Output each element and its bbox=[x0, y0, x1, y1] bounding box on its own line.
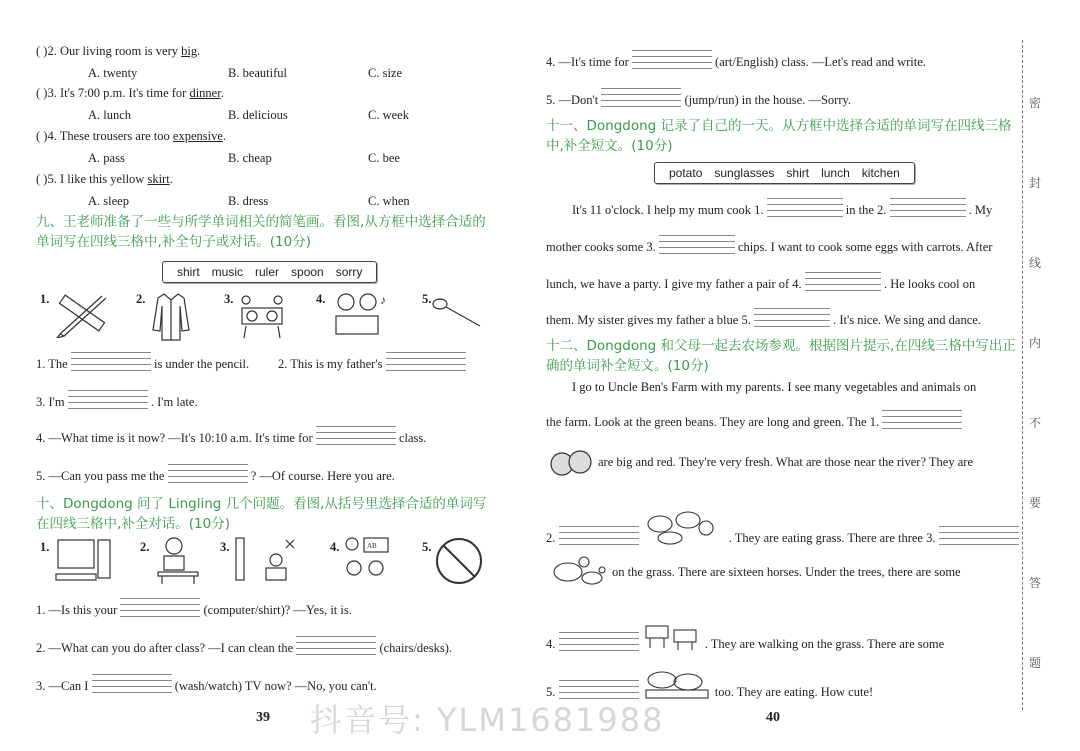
pic-num: 5. bbox=[422, 540, 432, 554]
word-potato: potato bbox=[669, 166, 703, 180]
question-text: )5. I like this yellow bbox=[43, 172, 148, 186]
s9-line4: 4. —What time is it now? —It's 10:10 a.m. It's time for class. bbox=[36, 424, 426, 446]
left-page bbox=[0, 0, 510, 751]
p11-line4: them. My sister gives my father a blue 5. . It's nice. We sing and dance. bbox=[546, 306, 981, 328]
answer-field[interactable] bbox=[559, 524, 639, 546]
word-music: music bbox=[211, 265, 244, 279]
question-suffix: . bbox=[222, 129, 226, 143]
no-running-icon bbox=[434, 536, 484, 586]
answer-field[interactable] bbox=[559, 630, 639, 652]
music-players-icon bbox=[236, 292, 288, 340]
question-suffix: . bbox=[169, 172, 173, 186]
page-number-39: 39 bbox=[256, 710, 270, 725]
pic-num: 4. bbox=[316, 292, 326, 306]
word-sunglasses: sunglasses bbox=[714, 166, 775, 180]
p12-line3: are big and red. They're very fresh. What are those near the river? They are bbox=[598, 455, 973, 469]
word-lunch: lunch bbox=[821, 166, 850, 180]
pic-num: 1. bbox=[40, 540, 50, 554]
answer-paren[interactable]: ( bbox=[36, 86, 44, 100]
page-number-40: 40 bbox=[766, 710, 780, 725]
word-ruler: ruler bbox=[255, 265, 280, 279]
r-line4: 4. —It's time for (art/English) class. —Let's read and write. bbox=[546, 48, 926, 70]
s9-line5: 5. —Can you pass me the ? —Of course. Here you are. bbox=[36, 462, 395, 484]
s10-line1: 1. —Is this your (computer/shirt)? —Yes, it is. bbox=[36, 596, 352, 618]
option[interactable]: A. sleep bbox=[88, 194, 129, 208]
answer-field[interactable] bbox=[632, 48, 712, 70]
binding-char: 不 bbox=[1029, 416, 1042, 430]
answer-field[interactable] bbox=[882, 408, 962, 430]
kids-singing-icon bbox=[330, 290, 390, 338]
tv-watch-icon bbox=[232, 536, 296, 586]
answer-field[interactable] bbox=[767, 196, 843, 218]
pic-num: 1. bbox=[40, 292, 50, 306]
answer-paren[interactable]: ( bbox=[36, 44, 44, 58]
word-kitchen: kitchen bbox=[861, 166, 900, 180]
option[interactable]: B. beautiful bbox=[228, 66, 288, 80]
p12-line6: 4. . They are walking on the grass. There are some bbox=[546, 616, 944, 652]
option[interactable]: C. when bbox=[368, 194, 410, 208]
p12-line7: 5. too. They are eating. How cute! bbox=[546, 666, 873, 700]
question-text: )4. These trousers are too bbox=[43, 129, 173, 143]
word-sorry: sorry bbox=[335, 265, 363, 279]
boy-desk-icon bbox=[154, 536, 202, 586]
choice-question-2 bbox=[36, 44, 200, 59]
answer-field[interactable] bbox=[890, 196, 966, 218]
section-12-title: 十二、Dongdong 和父母一起去农场参观。根据图片提示,在四线三格中写出正确的单词补全短文。(10分) bbox=[546, 338, 1016, 374]
pic-num: 2. bbox=[136, 292, 146, 306]
ruler-pencil-icon bbox=[52, 290, 110, 338]
section-9-word-box bbox=[162, 261, 377, 283]
underlined-word: skirt bbox=[147, 172, 170, 186]
word-spoon: spoon bbox=[291, 265, 324, 279]
pic-num: 4. bbox=[330, 540, 340, 554]
svg-text:♪: ♪ bbox=[380, 293, 386, 307]
binding-margin bbox=[1022, 40, 1062, 710]
computer-icon bbox=[54, 538, 114, 584]
s9-line3: 3. I'm . I'm late. bbox=[36, 388, 198, 410]
spoon-icon bbox=[432, 296, 484, 332]
option[interactable]: B. delicious bbox=[228, 108, 288, 122]
option[interactable]: C. bee bbox=[368, 151, 400, 165]
section-11-word-box bbox=[654, 162, 915, 184]
answer-field[interactable] bbox=[168, 462, 248, 484]
answer-field[interactable] bbox=[71, 350, 151, 372]
word-shirt: shirt bbox=[177, 265, 200, 279]
question-suffix: . bbox=[220, 86, 224, 100]
class-icon bbox=[342, 536, 394, 586]
answer-field[interactable] bbox=[939, 524, 1019, 546]
binding-char: 线 bbox=[1029, 256, 1042, 270]
option[interactable]: A. pass bbox=[88, 151, 125, 165]
choice-question-4 bbox=[36, 129, 226, 144]
option[interactable]: C. size bbox=[368, 66, 403, 80]
p12-line2: the farm. Look at the green beans. They are long and green. The 1. bbox=[546, 408, 962, 430]
sheep-icon bbox=[642, 506, 726, 546]
answer-field[interactable] bbox=[296, 634, 376, 656]
answer-field[interactable] bbox=[68, 388, 148, 410]
underlined-word: expensive bbox=[172, 129, 223, 143]
option[interactable]: A. lunch bbox=[88, 108, 132, 122]
section-10-title: 十、Dongdong 问了 Lingling 几个问题。看图,从括号里选择合适的单词写在四线三格中,补全对话。(10分) bbox=[36, 496, 487, 532]
p11-line1: It's 11 o'clock. I help my mum cook 1. in the 2. . My bbox=[572, 196, 992, 218]
pic-num: 3. bbox=[224, 292, 234, 306]
answer-field[interactable] bbox=[386, 350, 466, 372]
option[interactable]: C. week bbox=[368, 108, 409, 122]
answer-field[interactable] bbox=[659, 233, 735, 255]
s10-line2: 2. —What can you do after class? —I can clean the (chairs/desks). bbox=[36, 634, 452, 656]
p12-line5: on the grass. There are sixteen horses. Under the trees, there are some bbox=[612, 565, 961, 579]
answer-field[interactable] bbox=[754, 306, 830, 328]
question-text: )2. Our living room is very bbox=[43, 44, 182, 58]
svg-text:AB: AB bbox=[367, 542, 377, 550]
option[interactable]: B. cheap bbox=[228, 151, 272, 165]
binding-char: 密 bbox=[1029, 96, 1042, 110]
shirt-icon bbox=[150, 290, 192, 342]
question-text: )3. It's 7:00 p.m. It's time for bbox=[43, 86, 190, 100]
s10-line3: 3. —Can I (wash/watch) TV now? —No, you can't. bbox=[36, 672, 377, 694]
word-shirt: shirt bbox=[786, 166, 810, 180]
binding-char: 封 bbox=[1029, 176, 1042, 190]
pic-num: 2. bbox=[140, 540, 150, 554]
section-11-title: 十一、Dongdong 记录了自己的一天。从方框中选择合适的单词写在四线三格中,补全短文。(10分) bbox=[546, 118, 1012, 154]
s9-line2: 2. This is my father's bbox=[278, 350, 466, 372]
option[interactable]: B. dress bbox=[228, 194, 269, 208]
choice-question-5 bbox=[36, 172, 173, 187]
answer-field[interactable] bbox=[316, 424, 396, 446]
option[interactable]: A. twenty bbox=[88, 66, 138, 80]
choice-question-3 bbox=[36, 86, 224, 101]
p12-line1: I go to Uncle Ben's Farm with my parents. I see many vegetables and animals on bbox=[572, 380, 977, 394]
pic-num: 3. bbox=[220, 540, 230, 554]
right-page bbox=[530, 0, 1016, 751]
r-line5: 5. —Don't (jump/run) in the house. —Sorry. bbox=[546, 86, 851, 108]
answer-paren[interactable]: ( bbox=[36, 172, 44, 186]
tomatoes-icon bbox=[548, 446, 596, 478]
p12-line4: 2. . They are eating grass. There are three 3. bbox=[546, 506, 1019, 546]
answer-field[interactable] bbox=[601, 86, 681, 108]
binding-char: 题 bbox=[1029, 656, 1042, 670]
watermark: 抖音号: YLM1681988 bbox=[310, 701, 665, 739]
answer-paren[interactable]: ( bbox=[36, 129, 44, 143]
binding-char: 内 bbox=[1029, 336, 1042, 350]
cows-icon bbox=[642, 616, 702, 652]
underlined-word: dinner bbox=[189, 86, 221, 100]
hens-icon bbox=[548, 546, 606, 590]
p11-line2: mother cooks some 3. chips. I want to cook some eggs with carrots. After bbox=[546, 233, 992, 255]
pic-num: 5. bbox=[422, 292, 432, 306]
s9-line1: 1. The is under the pencil. bbox=[36, 350, 249, 372]
answer-field[interactable] bbox=[120, 596, 200, 618]
section-9-title: 九、王老师准备了一些与所学单词相关的简笔画。看图,从方框中选择合适的单词写在四线三格中,补全句子或对话。(10分) bbox=[36, 214, 486, 250]
binding-char: 要 bbox=[1029, 496, 1042, 510]
p11-line3: lunch, we have a party. I give my father a pair of 4. . He looks cool on bbox=[546, 270, 975, 292]
binding-char: 答 bbox=[1029, 576, 1042, 590]
answer-field[interactable] bbox=[92, 672, 172, 694]
question-suffix: . bbox=[197, 44, 201, 58]
answer-field[interactable] bbox=[805, 270, 881, 292]
underlined-word: big bbox=[181, 44, 198, 58]
